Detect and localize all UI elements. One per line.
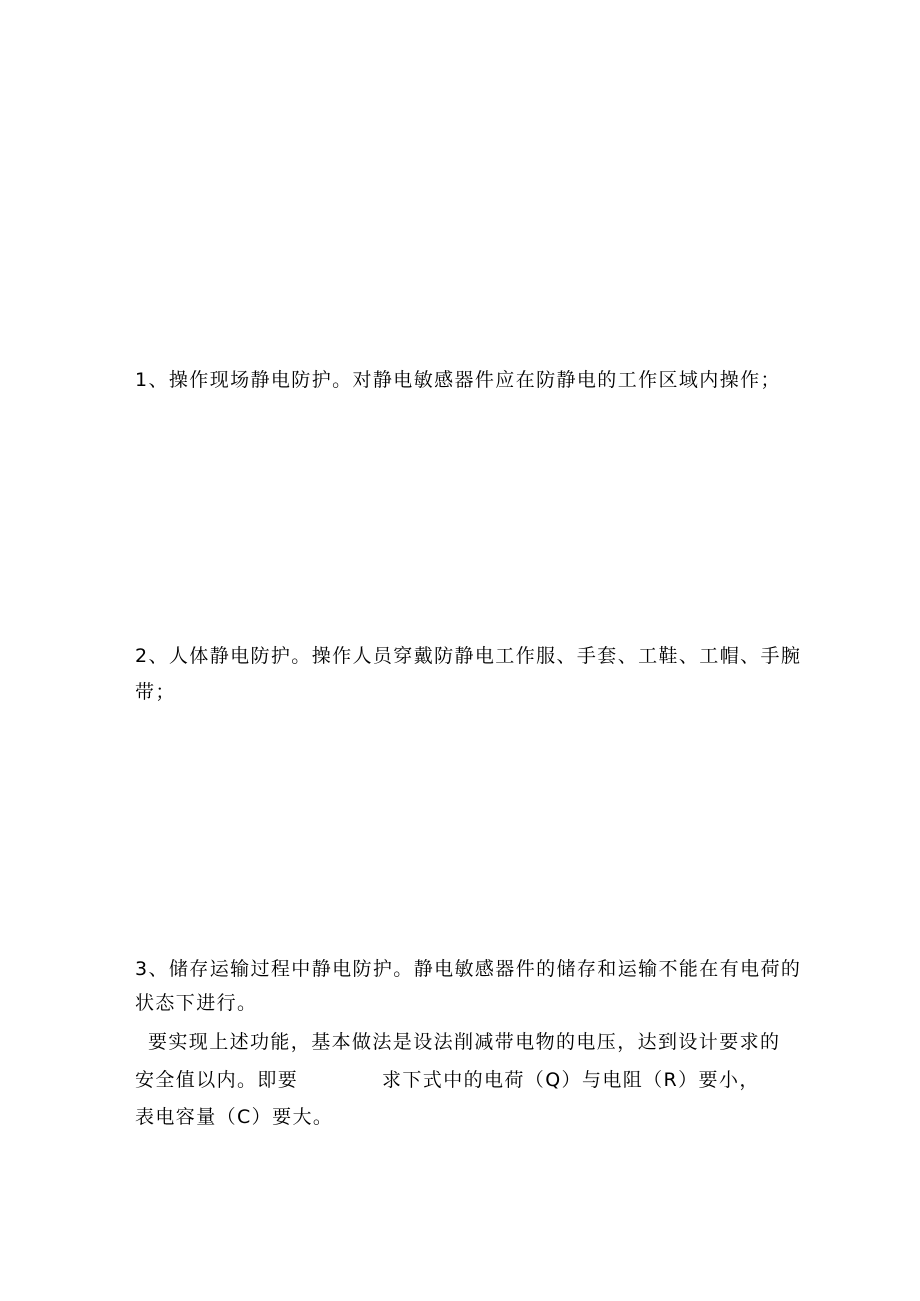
paragraph-line-3: 表电容量（C）要大。 <box>135 1106 334 1128</box>
paragraph-line-1: 要实现上述功能，基本做法是设法削减带电物的电压，达到设计要求的 <box>148 1031 781 1053</box>
list-item-1: 1、操作现场静电防护。对静电敏感器件应在防静电的工作区域内操作； <box>135 369 781 391</box>
paragraph-line-2-part-2: 求下式中的电荷（Q）与电阻（R）要小， <box>382 1069 760 1091</box>
list-item-3-line-2: 状态下进行。 <box>135 992 258 1014</box>
list-item-2-line-1: 2、人体静电防护。操作人员穿戴防静电工作服、手套、工鞋、工帽、手腕 <box>135 645 802 667</box>
list-item-2-line-2: 带； <box>135 681 176 703</box>
paragraph-line-2-part-1: 安全值以内。即要 <box>135 1069 299 1091</box>
list-item-3-line-1: 3、储存运输过程中静电防护。静电敏感器件的储存和运输不能在有电荷的 <box>135 958 802 980</box>
